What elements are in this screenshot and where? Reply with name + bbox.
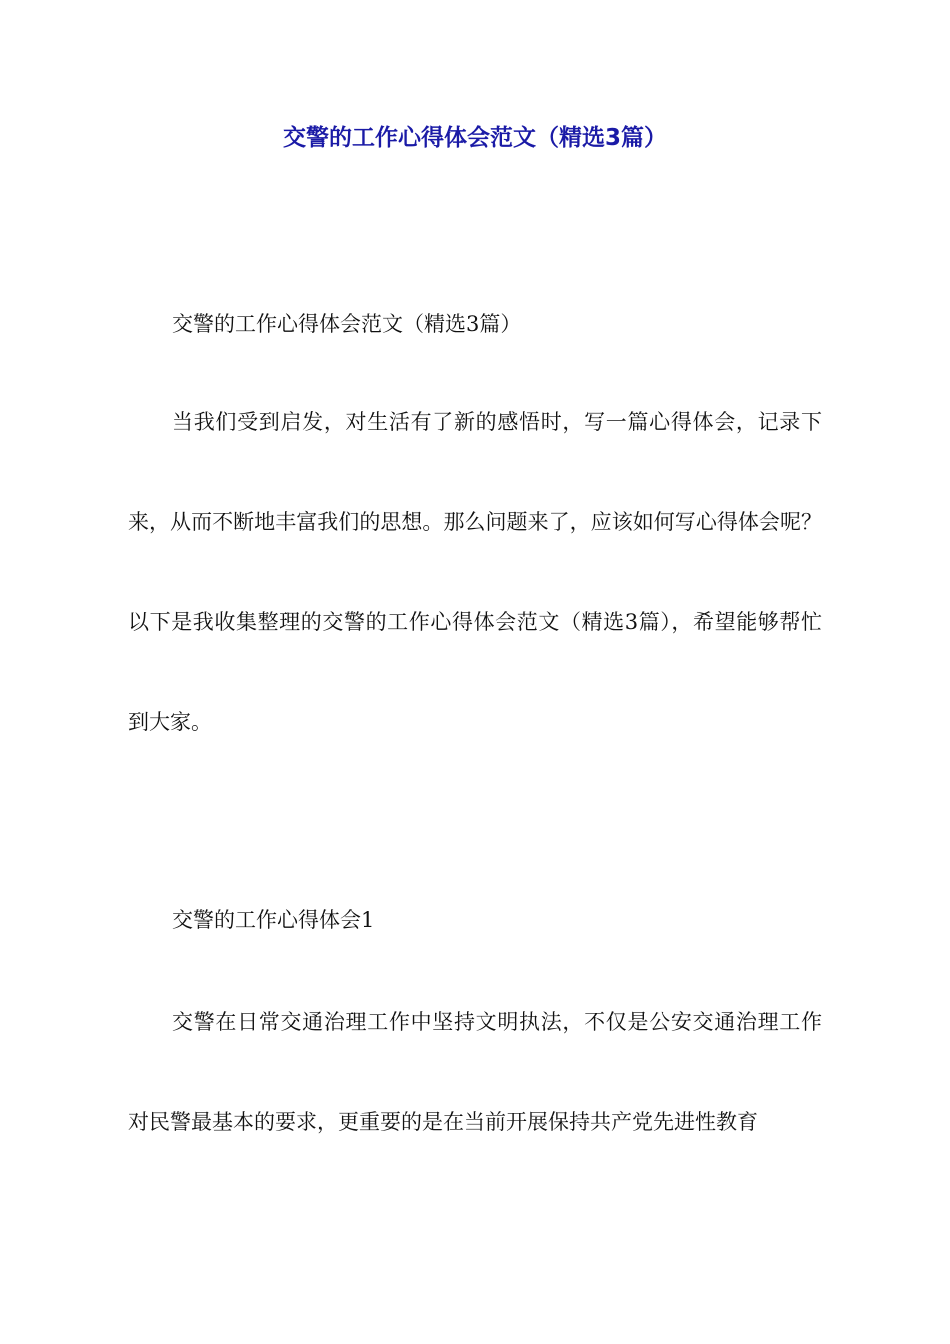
intro-title: 交警的工作心得体会范文（精选3篇） [172, 312, 522, 336]
section-paragraph: 交警在日常交通治理工作中坚持文明执法，不仅是公安交通治理工作对民警最基本的要求，更重要的是在当前开展保持共产党先进性教育 [128, 1010, 822, 1134]
document-title: 交警的工作心得体会范文（精选3篇） [282, 125, 667, 151]
section-heading: 交警的工作心得体会1 [172, 908, 375, 932]
intro-paragraph: 当我们受到启发，对生活有了新的感悟时，写一篇心得体会，记录下来，从而不断地丰富我们的思想。那么问题来了，应该如何写心得体会呢？以下是我收集整理的交警的工作心得体会范文（精选3篇），希望能够帮忙到大家。 [128, 410, 822, 734]
